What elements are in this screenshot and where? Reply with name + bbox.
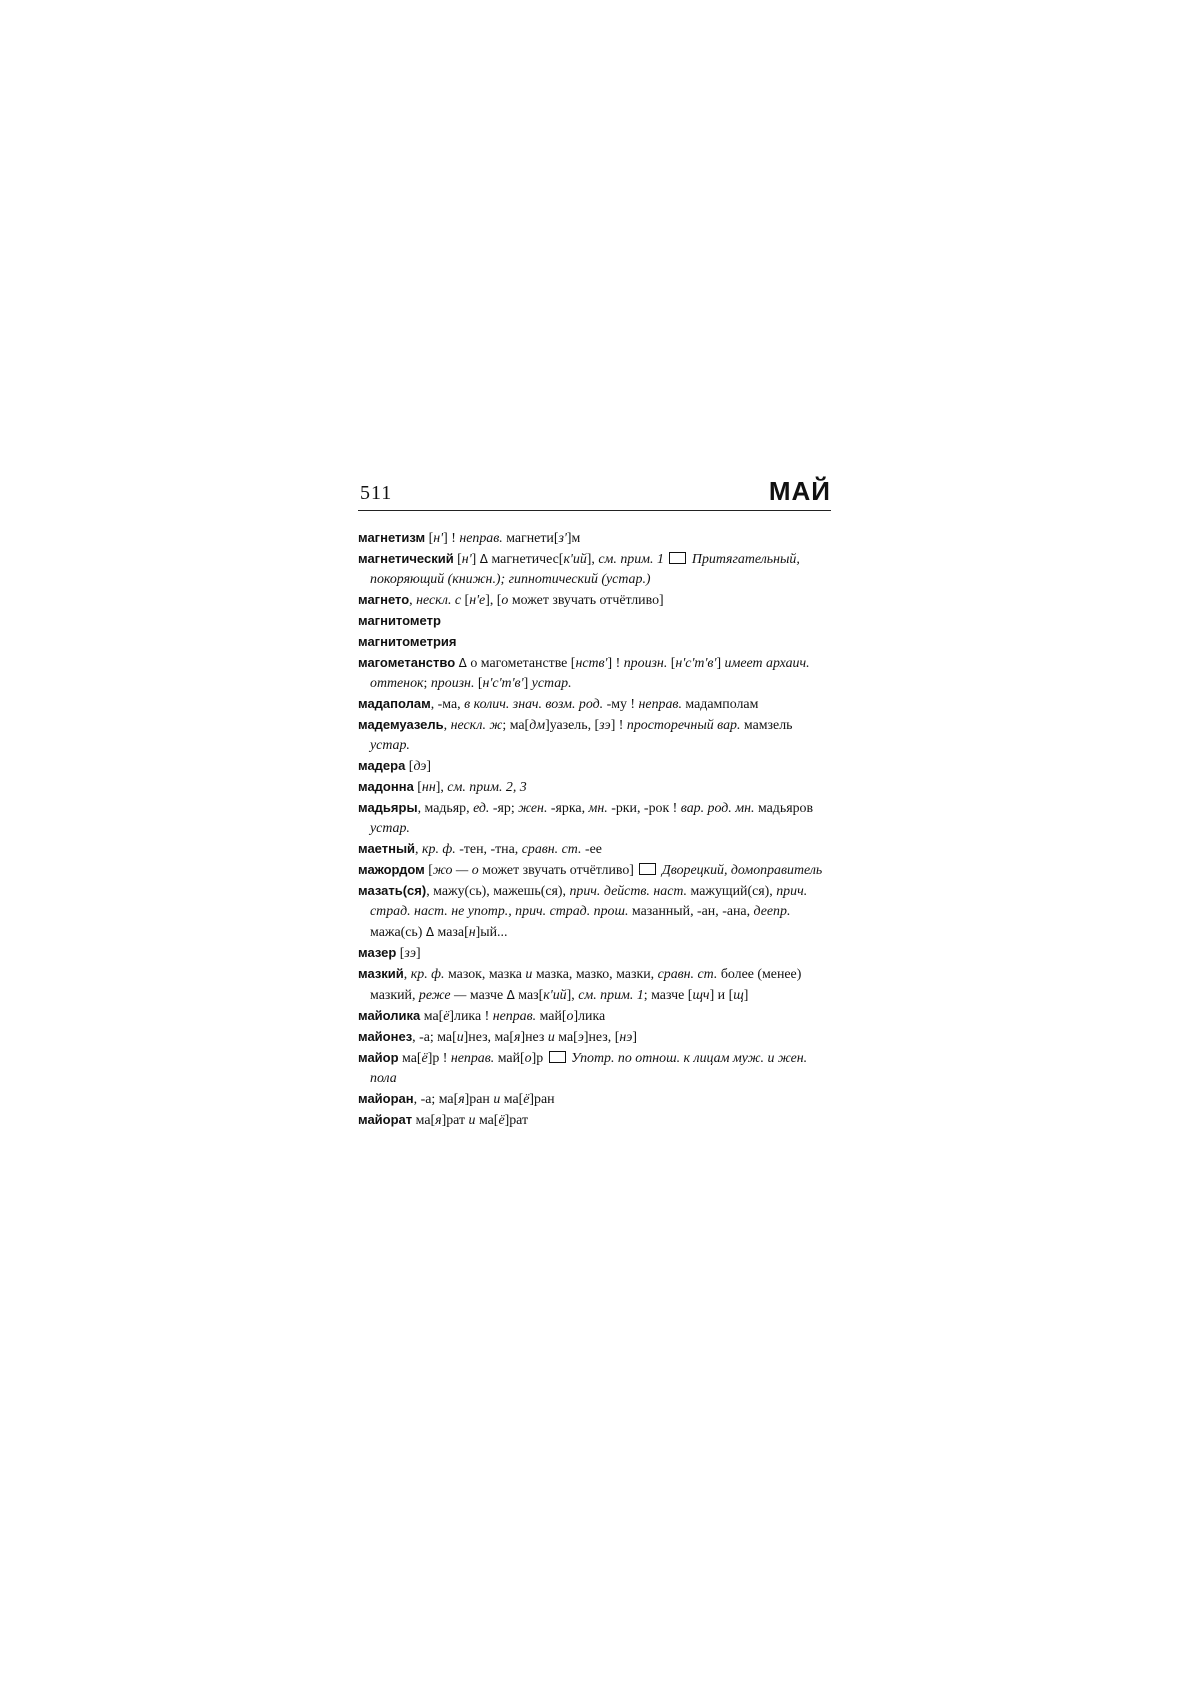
entry-text: , -а; ма[ xyxy=(412,1030,457,1045)
entry-text: ] и [ xyxy=(709,988,734,1003)
entry-text: [ xyxy=(453,552,462,567)
entry-text: ], xyxy=(435,780,448,795)
entry-text: ма[ xyxy=(398,1051,422,1066)
entry-text: мажущий(ся), xyxy=(687,884,777,899)
headword: майоран xyxy=(358,1091,414,1106)
headword: магнето xyxy=(358,592,410,607)
entry-text: мамзель xyxy=(740,718,793,733)
italic-note: Дворецкий, домоправитель xyxy=(661,863,823,878)
entry-text: , мадьяр, xyxy=(417,801,474,816)
headword: магнитометр xyxy=(358,613,441,628)
entry-text: о магометанстве [ xyxy=(466,656,576,671)
italic-note: прич. страд. наст. не употр., прич. страд. прош. xyxy=(370,884,808,919)
italic-note: Притягательный, покоряющий (книжн.); гипнотический (устар.) xyxy=(370,552,800,587)
entry-text: ]лика ! xyxy=(449,1009,493,1024)
entry-text: ]лика xyxy=(573,1009,606,1024)
italic-note: к'ий xyxy=(563,552,587,567)
entry-text: [ xyxy=(474,676,483,691)
italic-note: о xyxy=(566,1009,574,1024)
entry-text: ], [ xyxy=(485,593,502,608)
entry-text: ]ран xyxy=(529,1092,555,1107)
entry-text: ] xyxy=(471,552,480,567)
italic-note: устар. xyxy=(370,738,410,753)
entry-text: маз[ xyxy=(514,988,544,1003)
dictionary-entry xyxy=(358,1110,831,1131)
headword: мажордом xyxy=(358,862,425,877)
entry-text: ] xyxy=(632,1030,637,1045)
italic-note: н'с'т'в' xyxy=(675,656,717,671)
italic-note: и xyxy=(547,1030,555,1045)
italic-note: н xyxy=(468,925,476,940)
entry-text: мадамполам xyxy=(681,697,759,712)
italic-note: кр. ф. xyxy=(410,967,445,982)
italic-note: неправ. xyxy=(450,1051,495,1066)
entry-text: ]нез xyxy=(520,1030,548,1045)
italic-note: сравн. ст. xyxy=(521,842,582,857)
entry-text: магнетичес[ xyxy=(488,552,564,567)
entry-text: ма[ xyxy=(412,1113,436,1128)
triangle-icon: Δ xyxy=(458,656,467,670)
entry-text: мазка, мазко, мазки, xyxy=(532,967,658,982)
italic-note: вар. род. мн. xyxy=(680,801,755,816)
italic-note: жен. xyxy=(518,801,548,816)
italic-note: просторечный вар. xyxy=(626,718,741,733)
italic-note: зэ xyxy=(404,946,416,961)
italic-note: дэ xyxy=(413,759,427,774)
entry-text: -тен, -тна, xyxy=(455,842,522,857)
dictionary-entry xyxy=(358,1089,831,1110)
entry-text: магнети[ xyxy=(502,531,559,546)
headword: магометанство xyxy=(358,655,456,670)
italic-note: прич. действ. наст. xyxy=(569,884,688,899)
entry-text: ]р xyxy=(531,1051,547,1066)
headword: мазкий xyxy=(358,966,404,981)
box-icon xyxy=(549,1051,566,1063)
dictionary-entry xyxy=(358,715,831,756)
entry-text: ма[ xyxy=(554,1030,578,1045)
italic-note: произн. xyxy=(430,676,475,691)
dictionary-entries xyxy=(358,528,831,1131)
headword: майонез xyxy=(358,1029,413,1044)
headword: мадонна xyxy=(358,779,414,794)
entry-text: ]нез, ма[ xyxy=(463,1030,514,1045)
dictionary-entry xyxy=(358,943,831,964)
dictionary-entry xyxy=(358,590,831,611)
triangle-icon: Δ xyxy=(479,552,488,566)
italic-note: ё xyxy=(498,1113,505,1128)
italic-note: в колич. знач. возм. род. xyxy=(464,697,604,712)
headword: мазер xyxy=(358,945,397,960)
entry-text: ] xyxy=(415,946,421,961)
entry-text: , xyxy=(415,842,422,857)
entry-text: ]рат xyxy=(504,1113,529,1128)
italic-note: щч xyxy=(692,988,710,1003)
italic-note: я xyxy=(435,1113,442,1128)
box-icon xyxy=(669,552,686,564)
headword: мадера xyxy=(358,758,406,773)
triangle-icon: Δ xyxy=(506,988,515,1002)
headword: майолика xyxy=(358,1008,421,1023)
italic-note: нескл. с xyxy=(416,593,462,608)
italic-note: о xyxy=(501,593,509,608)
entry-text xyxy=(664,552,667,567)
italic-note: неправ. xyxy=(492,1009,537,1024)
entry-text: [ xyxy=(425,531,434,546)
italic-note: ед. xyxy=(473,801,490,816)
entry-text: ], xyxy=(586,552,599,567)
entry-text: ; xyxy=(423,676,431,691)
italic-note: о xyxy=(524,1051,532,1066)
entry-text: ]м xyxy=(566,531,581,546)
entry-text: май[ xyxy=(494,1051,525,1066)
italic-note: неправ. xyxy=(638,697,682,712)
dictionary-entry xyxy=(358,694,831,715)
italic-note: н' xyxy=(461,552,472,567)
italic-note: нэ xyxy=(619,1030,633,1045)
italic-note: сравн. ст. xyxy=(657,967,718,982)
italic-note: нств' xyxy=(575,656,608,671)
entry-text: ] xyxy=(426,759,432,774)
headword: мадемуазель xyxy=(358,717,444,732)
dictionary-entry xyxy=(358,528,831,549)
page-number: 511 xyxy=(360,482,393,504)
dictionary-entry xyxy=(358,839,831,860)
entry-text: ] xyxy=(523,676,532,691)
italic-note: неправ. xyxy=(459,531,503,546)
triangle-icon: Δ xyxy=(425,925,435,939)
italic-note: нн xyxy=(421,780,436,795)
dictionary-entry xyxy=(358,1048,831,1089)
italic-note: произн. xyxy=(623,656,668,671)
entry-text: , xyxy=(403,967,411,982)
entry-text: мазанный, -ан, -ана, xyxy=(628,904,754,919)
italic-note: устар. xyxy=(531,676,572,691)
dictionary-entry xyxy=(358,881,831,943)
headword: мадаполам xyxy=(358,696,431,711)
headword: магнитометрия xyxy=(358,634,457,649)
entry-text: ма[ xyxy=(475,1113,499,1128)
headword: майор xyxy=(358,1050,399,1065)
dictionary-entry xyxy=(358,1027,831,1048)
entry-text: ]ран xyxy=(464,1092,494,1107)
entry-text: , мажу(сь), мажешь(ся), xyxy=(426,884,570,899)
dictionary-entry xyxy=(358,860,831,881)
italic-note: и xyxy=(493,1092,501,1107)
entry-text: мадьяров xyxy=(754,801,814,816)
entry-text: ] ! xyxy=(610,718,627,733)
entry-text: мажа(сь) xyxy=(370,925,426,940)
entry-text: ]нез, [ xyxy=(583,1030,620,1045)
italic-note: н'е xyxy=(469,593,486,608)
entry-text: , xyxy=(443,718,451,733)
entry-text: [ xyxy=(424,863,433,878)
italic-note: и xyxy=(525,967,533,982)
italic-note: и xyxy=(456,1030,464,1045)
italic-note: деепр. xyxy=(753,904,791,919)
entry-text: мазок, мазка xyxy=(444,967,526,982)
italic-note: нескл. ж xyxy=(450,718,503,733)
entry-text: ]ый... xyxy=(475,925,508,940)
entry-text: [ xyxy=(413,780,422,795)
italic-note: э xyxy=(577,1030,584,1045)
italic-note: н'с'т'в' xyxy=(482,676,524,691)
dictionary-entry xyxy=(358,653,831,694)
entry-text: [ xyxy=(461,593,470,608)
entry-text: , -ма, xyxy=(430,697,465,712)
entry-text: ] ! xyxy=(607,656,624,671)
italic-note: я xyxy=(458,1092,465,1107)
italic-note: щ xyxy=(733,988,744,1003)
entry-text: [ xyxy=(405,759,414,774)
italic-note: жо — о xyxy=(432,863,479,878)
italic-note: устар. xyxy=(370,821,410,836)
entry-text: более (менее) мазкий, xyxy=(370,967,802,1003)
italic-note: з' xyxy=(558,531,567,546)
entry-text: ; ма[ xyxy=(502,718,530,733)
dictionary-entry xyxy=(358,756,831,777)
entry-text: ма[ xyxy=(420,1009,444,1024)
entry-text: , -а; ма[ xyxy=(413,1092,459,1107)
entry-text: ] ! xyxy=(443,531,460,546)
italic-note: и xyxy=(468,1113,476,1128)
entry-text: [ xyxy=(667,656,676,671)
italic-note: зэ xyxy=(599,718,611,733)
italic-note: мн. xyxy=(588,801,608,816)
dictionary-entry xyxy=(358,777,831,798)
entry-text: ], xyxy=(566,988,579,1003)
entry-text: ] xyxy=(716,656,725,671)
dictionary-entry xyxy=(358,1006,831,1027)
entry-text: ]уазель, [ xyxy=(545,718,600,733)
italic-note: см. прим. 2, 3 xyxy=(447,780,527,795)
box-icon xyxy=(639,863,656,875)
dictionary-entry xyxy=(358,632,831,653)
italic-note: н' xyxy=(433,531,444,546)
headword: мадьяры xyxy=(358,800,418,815)
page-header xyxy=(358,478,831,511)
italic-note: дм xyxy=(529,718,546,733)
entry-text: май[ xyxy=(536,1009,567,1024)
entry-text: может звучать отчётливо] xyxy=(478,863,638,878)
entry-text: ] xyxy=(743,988,749,1003)
italic-note: Употр. по отнош. к лицам муж. и жен. пола xyxy=(370,1051,808,1086)
entry-text: , xyxy=(409,593,417,608)
running-head: МАЙ xyxy=(768,476,831,506)
italic-note: см. прим. 1 xyxy=(598,552,664,567)
dictionary-entry xyxy=(358,611,831,632)
entry-text: [ xyxy=(396,946,405,961)
headword: мазать(ся) xyxy=(358,883,427,898)
italic-note: ё xyxy=(421,1051,428,1066)
entry-text: -рки, -рок ! xyxy=(607,801,681,816)
italic-note: см. прим. 1 xyxy=(578,988,644,1003)
entry-text: ма[ xyxy=(500,1092,524,1107)
italic-note: ё xyxy=(523,1092,530,1107)
headword: майорат xyxy=(358,1112,413,1127)
italic-note: имеет архаич. оттенок xyxy=(370,656,810,691)
entry-text: ]рат xyxy=(441,1113,469,1128)
entry-text: маза[ xyxy=(434,925,469,940)
headword: магнетизм xyxy=(358,530,426,545)
headword: маетный xyxy=(358,841,416,856)
entry-text: -ярка, xyxy=(547,801,589,816)
entry-text: ; мазче [ xyxy=(643,988,693,1003)
italic-note: я xyxy=(514,1030,521,1045)
italic-note: к'ий xyxy=(543,988,567,1003)
dictionary-entry xyxy=(358,798,831,839)
dictionary-entry xyxy=(358,964,831,1006)
italic-note: реже — xyxy=(418,988,467,1003)
entry-text: может звучать отчётливо] xyxy=(508,593,664,608)
italic-note: ё xyxy=(443,1009,450,1024)
entry-text: -му ! xyxy=(603,697,639,712)
italic-note: кр. ф. xyxy=(422,842,456,857)
entry-text: мазче xyxy=(466,988,507,1003)
dictionary-entry xyxy=(358,549,831,590)
entry-text: -ее xyxy=(581,842,602,857)
entry-text: -яр; xyxy=(489,801,519,816)
headword: магнетический xyxy=(358,551,454,566)
entry-text: ]р ! xyxy=(427,1051,451,1066)
